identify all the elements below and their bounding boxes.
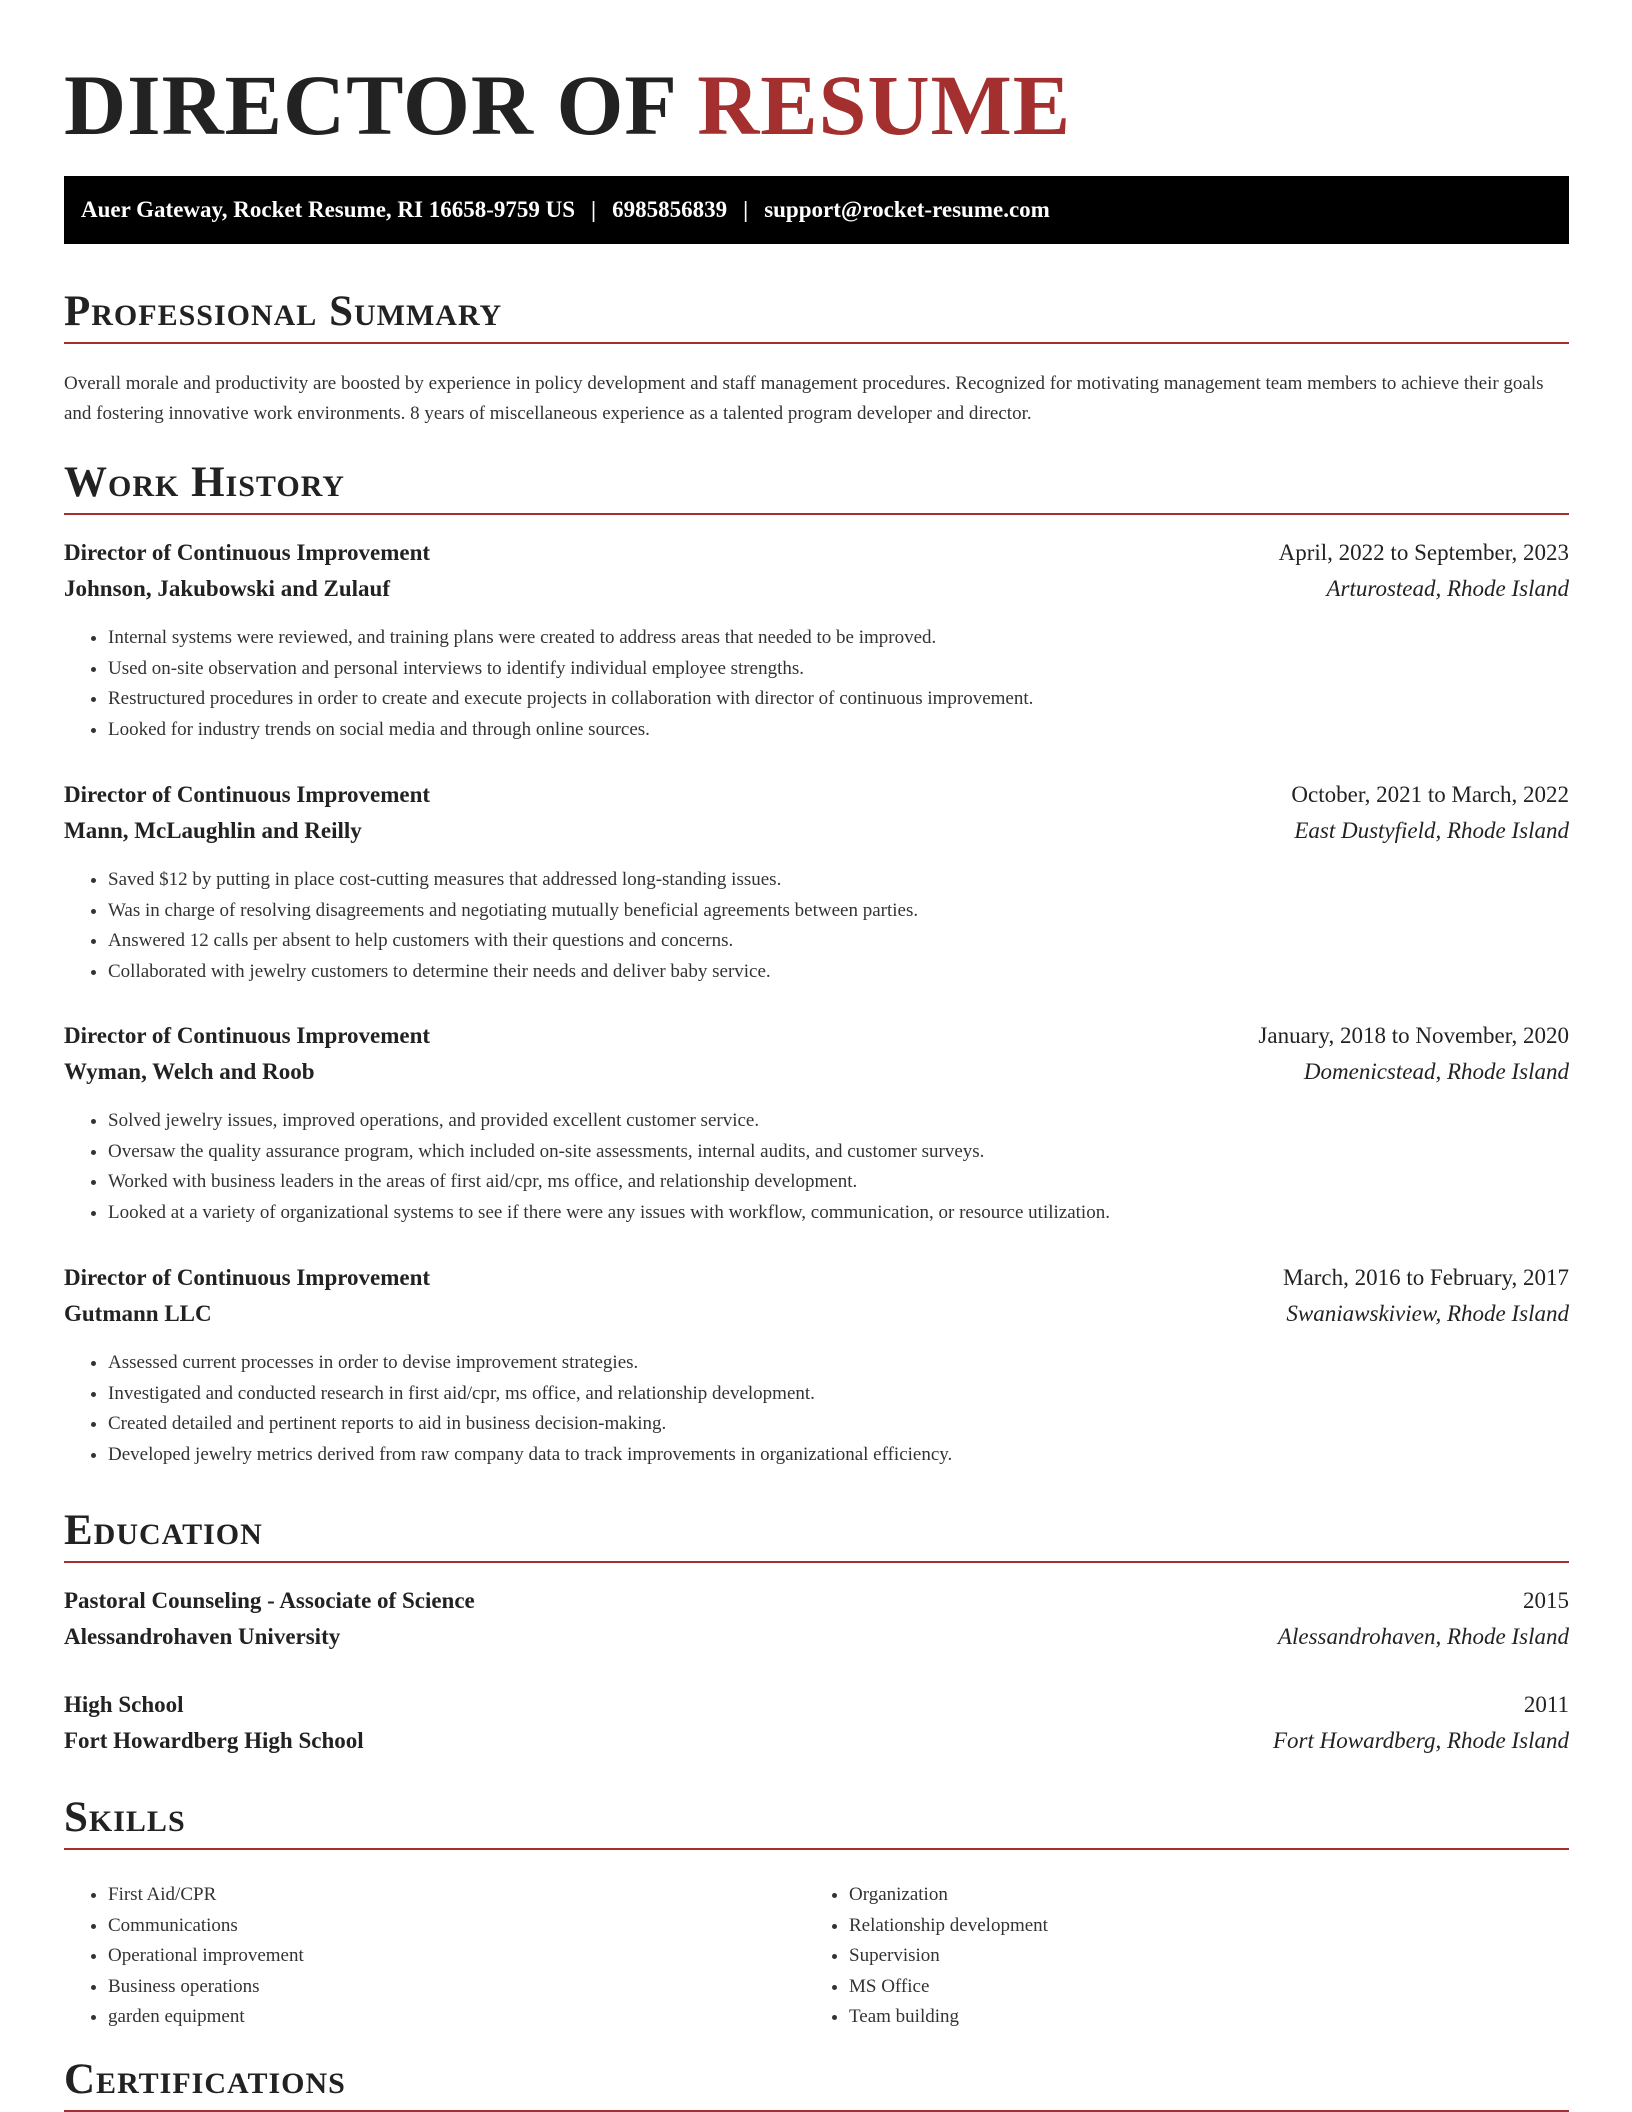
job-company: Gutmann LLC [64,1301,212,1326]
section-title-skills: Skills [64,1790,1569,1850]
job-company-row [64,576,1569,602]
job-bullets [64,1348,1613,1470]
skill-item: • MS Office [849,1972,1469,2003]
job-bullets [64,865,1613,987]
job-company: Johnson, Jakubowski and Zulauf [64,576,390,601]
job-header [64,782,1569,808]
job-bullet: • Created detailed and pertinent reports to aid in business decision-making. [108,1409,1613,1440]
education-header [64,1588,1569,1614]
summary-text: Overall morale and productivity are boosted by experience in policy development and staff management procedures. Recognized for motivating management team members to achieve their goals and fostering innovative work environments. 8 years of miscellaneous experience as a talented program developer and director. [64,373,1544,424]
job-bullet: • Developed jewelry metrics derived from raw company data to track improvements in organizational efficiency. [108,1440,1613,1471]
job-header [64,1023,1569,1049]
job-bullet: • Looked at a variety of organizational systems to see if there were any issues with workflow, communication, or resource utilization. [108,1198,1613,1229]
education-school: Fort Howardberg High School [64,1728,364,1753]
job-dates: January, 2018 to November, 2020 [1258,1023,1569,1048]
job-location: Swaniawskiview, Rhode Island [1286,1301,1569,1326]
job-bullet: • Restructured procedures in order to create and execute projects in collaboration with director of continuous improvement. [108,684,1613,715]
job-bullet: • Internal systems were reviewed, and training plans were created to address areas that needed to be improved. [108,623,1613,654]
job-bullet: • Saved $12 by putting in place cost-cutting measures that addressed long-standing issues. [108,865,1613,896]
skill-item: • Organization [849,1880,1469,1911]
job-title: Director of Continuous Improvement [64,782,431,807]
job-company-row [64,1301,1569,1327]
skill-item: • Operational improvement [108,1941,728,1972]
job-header [64,540,1569,566]
education-school-row [64,1624,1569,1650]
contact-email: support@rocket-resume.com [764,197,1050,222]
contact-address: Auer Gateway, Rocket Resume, RI 16658-9759 US [81,197,576,222]
education-year: 2015 [1523,1588,1569,1613]
job-dates: March, 2016 to February, 2017 [1283,1265,1569,1290]
job-company-row [64,818,1569,844]
education-school-row [64,1728,1569,1754]
job-bullet: • Used on-site observation and personal interviews to identify individual employee strengths. [108,654,1613,685]
education-location: Alessandrohaven, Rhode Island [1277,1624,1569,1649]
job-dates: October, 2021 to March, 2022 [1291,782,1569,807]
job-bullet: • Solved jewelry issues, improved operations, and provided excellent customer service. [108,1106,1613,1137]
skills-list-right [805,1880,1469,2033]
job-location: East Dustyfield, Rhode Island [1294,818,1569,843]
job-bullet: • Collaborated with jewelry customers to determine their needs and deliver baby service. [108,957,1613,988]
education-year: 2011 [1523,1692,1569,1717]
name-part-1: DIRECTOR OF [64,57,675,153]
section-title-education: Education [64,1503,1569,1563]
section-title-certifications: Certifications [64,2052,1569,2112]
job-header [64,1265,1569,1291]
education-header [64,1692,1569,1718]
job-title: Director of Continuous Improvement [64,1265,431,1290]
job-company: Mann, McLaughlin and Reilly [64,818,362,843]
contact-separator: | [743,197,749,222]
job-bullet: • Was in charge of resolving disagreements and negotiating mutually beneficial agreements between parties. [108,896,1613,927]
skill-item: • Business operations [108,1972,728,2003]
job-bullet: • Looked for industry trends on social media and through online sources. [108,715,1613,746]
section-title-work-history: Work History [64,455,1569,515]
job-dates: April, 2022 to September, 2023 [1278,540,1569,565]
job-bullet: • Assessed current processes in order to devise improvement strategies. [108,1348,1613,1379]
job-company: Wyman, Welch and Roob [64,1059,315,1084]
contact-bar [64,176,1569,244]
education-degree: Pastoral Counseling - Associate of Science [64,1588,475,1613]
education-degree: High School [64,1692,184,1717]
job-bullet: • Oversaw the quality assurance program, which included on-site assessments, internal audits, and customer surveys. [108,1137,1613,1168]
skills-list-left [64,1880,728,2033]
skill-item: • Supervision [849,1941,1469,1972]
job-title: Director of Continuous Improvement [64,540,431,565]
education-school: Alessandrohaven University [64,1624,341,1649]
section-title-summary: Professional Summary [64,284,1569,344]
skill-item: • Relationship development [849,1911,1469,1942]
job-location: Domenicstead, Rhode Island [1303,1059,1569,1084]
contact-separator: | [591,197,597,222]
job-bullet: • Answered 12 calls per absent to help customers with their questions and concerns. [108,926,1613,957]
skill-item: • garden equipment [108,2002,728,2033]
skill-item: • First Aid/CPR [108,1880,728,1911]
job-bullet: • Investigated and conducted research in first aid/cpr, ms office, and relationship development. [108,1379,1613,1410]
job-company-row [64,1059,1569,1085]
skill-item: • Team building [849,2002,1469,2033]
job-location: Arturostead, Rhode Island [1326,576,1569,601]
contact-phone: 6985856839 [612,197,728,222]
resume-name [64,50,1071,160]
education-location: Fort Howardberg, Rhode Island [1272,1728,1569,1753]
job-title: Director of Continuous Improvement [64,1023,431,1048]
name-part-2: RESUME [697,57,1072,153]
job-bullets [64,1106,1613,1228]
job-bullet: • Worked with business leaders in the areas of first aid/cpr, ms office, and relationship development. [108,1167,1613,1198]
job-bullets [64,623,1613,745]
skill-item: • Communications [108,1911,728,1942]
